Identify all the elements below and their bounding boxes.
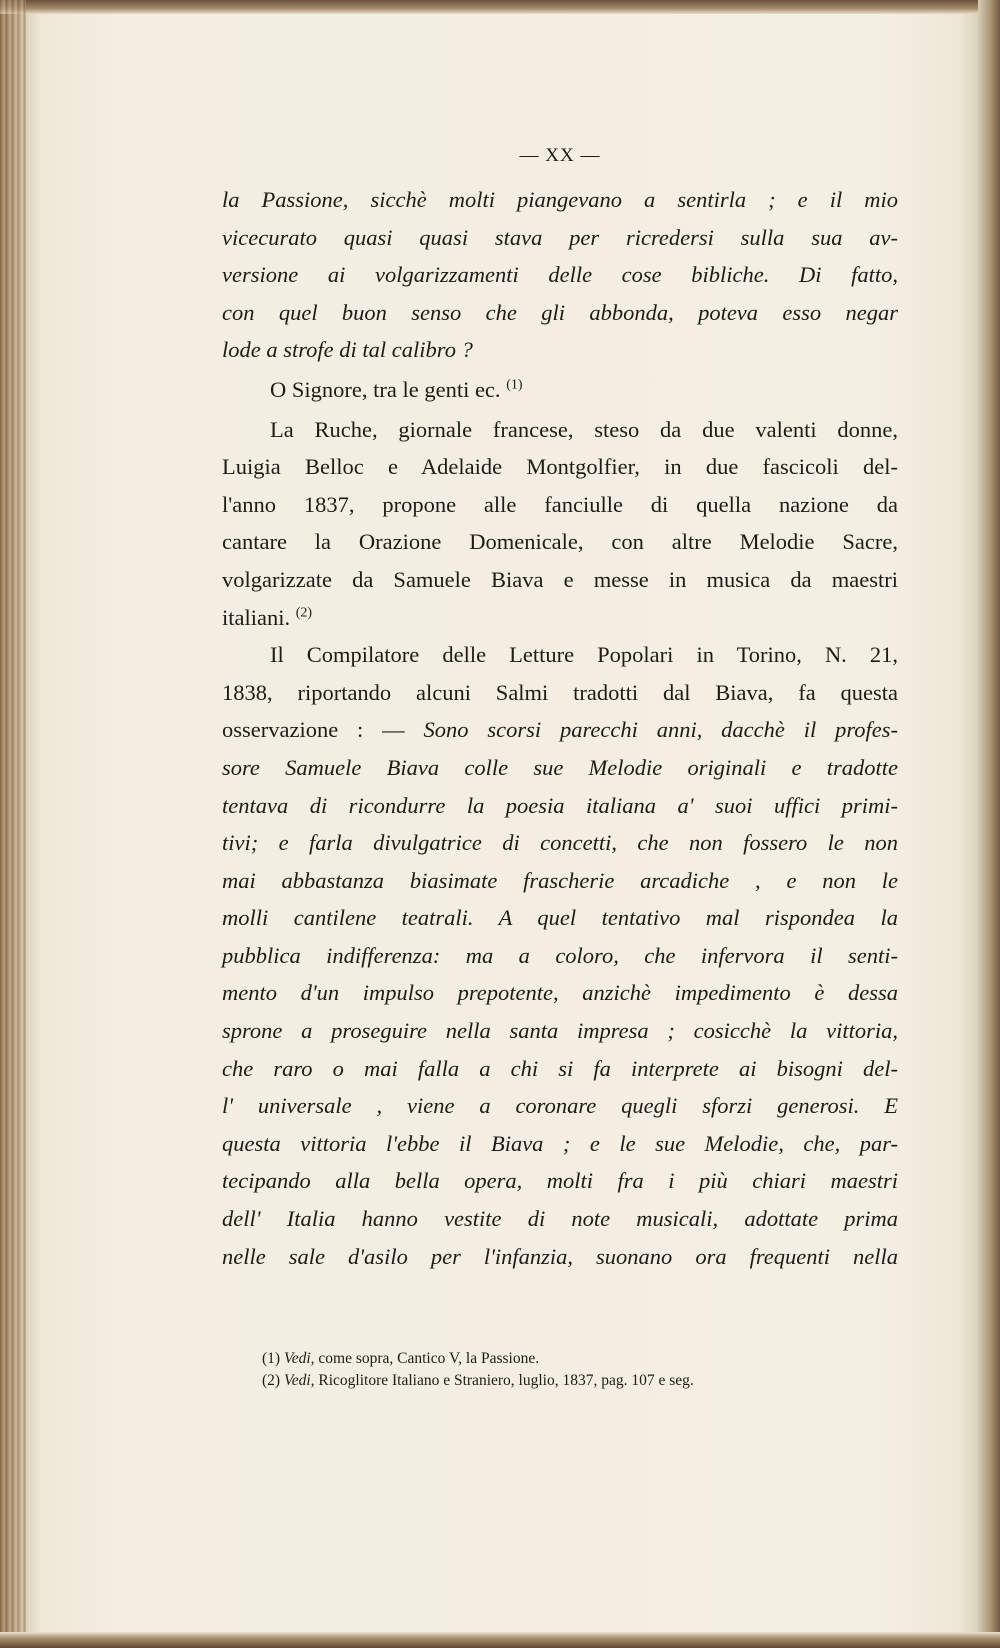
page-edge-left bbox=[0, 0, 26, 1648]
text-line: tivi; e farla divulgatrice di concetti, che non fossero le non bbox=[222, 830, 898, 856]
text-line: 1838, riportando alcuni Salmi tradotti dal Biava, fa questa bbox=[222, 679, 898, 705]
text-line: l'anno 1837, propone alle fanciulle di quella nazione da bbox=[222, 491, 898, 517]
text-line: vicecurato quasi quasi stava per ricredersi sulla sua av- bbox=[222, 224, 898, 250]
text-line: Il Compilatore delle Letture Popolari in Torino, N. 21, bbox=[270, 642, 898, 668]
text-line: Luigia Belloc e Adelaide Montgolfier, in due fascicoli del- bbox=[222, 454, 898, 480]
text-line: la Passione, sicchè molti piangevano a sentirla ; e il mio bbox=[222, 187, 898, 212]
text-line: con quel buon senso che gli abbonda, poteva esso negar bbox=[222, 299, 898, 325]
text-line: tentava di ricondurre la poesia italiana a' suoi uffici primi- bbox=[222, 792, 898, 818]
page-edge-bottom bbox=[0, 1632, 1000, 1648]
text-line: tecipando alla bella opera, molti fra i più chiari maestri bbox=[222, 1168, 898, 1194]
page-edge-right bbox=[978, 0, 1000, 1648]
footnote-label: Vedi, bbox=[283, 1372, 315, 1389]
footnote-1 bbox=[262, 1348, 902, 1370]
text-line: volgarizzate da Samuele Biava e messe in musica da maestri bbox=[222, 566, 898, 592]
text-line: sprone a proseguire nella santa impresa ; cosicchè la vittoria, bbox=[222, 1018, 898, 1044]
text-line: pubblica indifferenza: ma a coloro, che infervora il senti- bbox=[222, 942, 898, 968]
paragraph-1 bbox=[222, 181, 898, 369]
text-line-mixed bbox=[222, 711, 898, 749]
page-edge-top bbox=[0, 0, 1000, 14]
footnote-2 bbox=[262, 1370, 902, 1392]
text-line: sore Samuele Biava colle sue Melodie originali e tradotte bbox=[222, 754, 898, 780]
footnote-ref-2: (2) bbox=[295, 605, 313, 621]
text-line: dell' Italia hanno vestite di note musicali, adottate prima bbox=[222, 1206, 898, 1232]
text-span-roman: osservazione : — bbox=[222, 717, 424, 743]
text-line: La Ruche, giornale francese, steso da due valenti donne, bbox=[270, 416, 898, 442]
text-line: mento d'un impulso prepotente, anzichè impedimento è dessa bbox=[222, 980, 898, 1006]
footnote-number: (2) bbox=[262, 1372, 281, 1389]
footnote-ref-1: (1) bbox=[506, 377, 523, 393]
footnote-label: Vedi, bbox=[283, 1350, 315, 1367]
page-number-header: — XX — bbox=[519, 145, 601, 166]
paragraph-3 bbox=[222, 411, 898, 637]
text-line: lode a strofe di tal calibro ? bbox=[222, 337, 473, 363]
text-line: questa vittoria l'ebbe il Biava ; e le sue Melodie, che, par- bbox=[222, 1130, 898, 1156]
text-line: molli cantilene teatrali. A quel tentativo mal rispondea la bbox=[222, 905, 898, 931]
text-line: cantare la Orazione Domenicale, con altre Melodie Sacre, bbox=[222, 529, 898, 555]
text-line: l' universale , viene a coronare quegli sforzi generosi. E bbox=[222, 1093, 898, 1119]
text-span: italiani. bbox=[222, 604, 291, 630]
paragraph-4 bbox=[222, 636, 898, 1275]
text-line: mai abbastanza biasimate frascherie arcadiche , e non le bbox=[222, 867, 898, 893]
text-line: versione ai volgarizzamenti delle cose bibliche. Di fatto, bbox=[222, 262, 898, 288]
footnote-text: Ricoglitore Italiano e Straniero, luglio, 1837, pag. 107 e seg. bbox=[318, 1372, 694, 1389]
text-line: nelle sale d'asilo per l'infanzia, suonano ora frequenti nella bbox=[222, 1243, 898, 1269]
main-text bbox=[222, 145, 898, 1275]
footnotes bbox=[262, 1348, 902, 1392]
paragraph-2 bbox=[222, 371, 898, 409]
footnote-number: (1) bbox=[262, 1350, 281, 1367]
text-line: che raro o mai falla a chi si fa interprete ai bisogni del- bbox=[222, 1055, 898, 1081]
text-line-last bbox=[222, 599, 898, 637]
footnote-text: come sopra, Cantico V, la Passione. bbox=[318, 1350, 540, 1367]
text-line: O Signore, tra le genti ec. bbox=[270, 376, 501, 402]
text-span-italic: Sono scorsi parecchi anni, dacchè il profes- bbox=[423, 717, 898, 743]
